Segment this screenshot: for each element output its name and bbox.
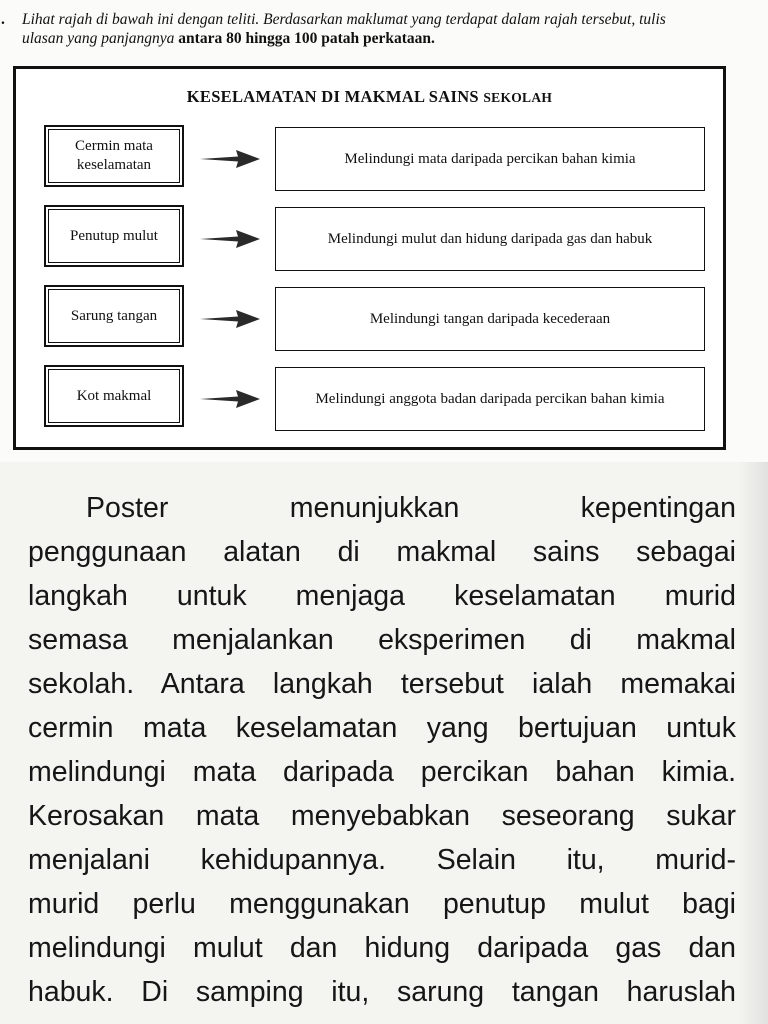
answer-line: murid perlu menggunakan penutup mulut bagi bbox=[28, 888, 736, 920]
instruction-text bbox=[22, 10, 760, 48]
right-arrow-icon bbox=[198, 229, 262, 249]
answer-line: melindungi mata daripada percikan bahan kimia. bbox=[28, 756, 736, 788]
answer-line: semasa menjalankan eksperimen di makmal bbox=[28, 624, 736, 656]
poster-description-box: Melindungi tangan daripada kecederaan bbox=[275, 287, 705, 351]
poster-item-label: Cermin mata keselamatan bbox=[48, 129, 180, 183]
answer-line: melindungi mulut dan hidung daripada gas dan bbox=[28, 932, 736, 964]
answer-line: Kerosakan mata menyebabkan seseorang sukar bbox=[28, 800, 736, 832]
instruction-line-1: Lihat rajah di bawah ini dengan teliti. Berdasarkan maklumat yang terdapat dalam rajah tersebut, tulis bbox=[22, 11, 666, 28]
poster-item-box bbox=[44, 285, 184, 347]
poster-item-label: Kot makmal bbox=[48, 369, 180, 423]
answer-section bbox=[0, 462, 768, 1024]
answer-line: menjalani kehidupannya. Selain itu, murid- bbox=[28, 844, 736, 876]
answer-line: Poster menunjukkan kepentingan bbox=[86, 492, 736, 524]
poster-title bbox=[16, 87, 723, 107]
answer-line: habuk. Di samping itu, sarung tangan haruslah bbox=[28, 976, 736, 1008]
poster-description-box: Melindungi mulut dan hidung daripada gas dan habuk bbox=[275, 207, 705, 271]
poster-title-small: SEKOLAH bbox=[483, 90, 553, 105]
right-arrow-icon bbox=[198, 149, 262, 169]
answer-line: sekolah. Antara langkah tersebut ialah memakai bbox=[28, 668, 736, 700]
poster-title-main: KESELAMATAN DI MAKMAL SAINS bbox=[186, 87, 484, 106]
right-arrow-icon bbox=[198, 389, 262, 409]
poster-item-box bbox=[44, 125, 184, 187]
answer-line: cermin mata keselamatan yang bertujuan untuk bbox=[28, 712, 736, 744]
instruction-line-2: ulasan yang panjangnya bbox=[22, 30, 179, 47]
answer-line: langkah untuk menjaga keselamatan murid bbox=[28, 580, 736, 612]
safety-poster bbox=[13, 66, 726, 450]
poster-item-label: Sarung tangan bbox=[48, 289, 180, 343]
question-section bbox=[0, 0, 768, 462]
right-arrow-icon bbox=[198, 309, 262, 329]
poster-item-label: Penutup mulut bbox=[48, 209, 180, 263]
question-bullet: . bbox=[1, 11, 5, 28]
answer-line: penggunaan alatan di makmal sains sebagai bbox=[28, 536, 736, 568]
instruction-word-count: antara 80 hingga 100 patah perkataan. bbox=[178, 30, 435, 47]
poster-description-box: Melindungi mata daripada percikan bahan kimia bbox=[275, 127, 705, 191]
question-instruction bbox=[0, 10, 760, 48]
poster-description-box: Melindungi anggota badan daripada percikan bahan kimia bbox=[275, 367, 705, 431]
page-edge-shadow bbox=[738, 462, 768, 1024]
poster-item-box bbox=[44, 205, 184, 267]
poster-item-box bbox=[44, 365, 184, 427]
